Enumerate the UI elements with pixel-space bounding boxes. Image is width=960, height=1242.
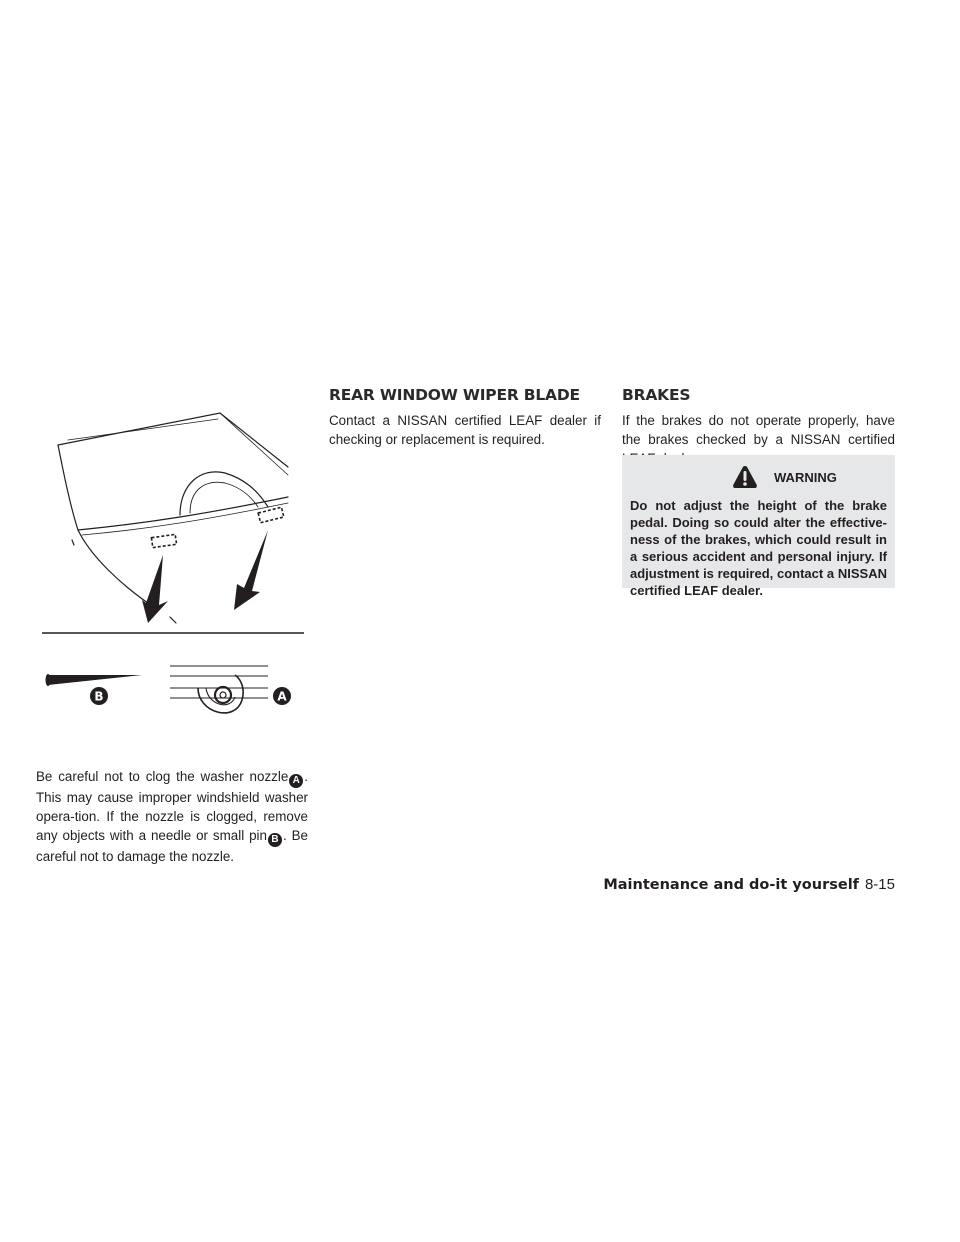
callout-a-inline: A [289,774,303,788]
warning-title: WARNING [774,470,837,485]
nozzle-paragraph-part2: . This may cause improper windshield washer opera-tion. If the nozzle is clogged, remove any objects with a needle or small pin [36,769,308,843]
nozzle-paragraph [36,767,308,866]
warning-icon [732,465,758,489]
warning-text: Do not adjust the height of the brake pedal. Doing so could alter the effective-ness of the brakes, which could result in a serious accident and personal injury. If adjustment is required, contact a NISSAN certified LEAF dealer. [630,498,887,598]
rear-wiper-heading: REAR WINDOW WIPER BLADE [329,386,580,404]
warning-box [622,455,895,598]
callout-b-inline: B [268,833,282,847]
callout-a-label: A [277,689,287,704]
callout-b-label: B [94,689,104,704]
middle-column [329,385,601,449]
nozzle-paragraph-part3: . Be careful not to damage the nozzle. [36,828,308,864]
warning-header [630,465,887,491]
rear-wiper-paragraph: Contact a NISSAN certified LEAF dealer if checking or replacement is required. [329,413,601,447]
nozzle-paragraph-part1: Be careful not to clog the washer nozzle [36,769,289,784]
washer-nozzle-illustration [30,395,315,740]
page-footer [603,876,895,894]
brakes-paragraph: If the brakes do not operate properly, have the brakes checked by a NISSAN certified [622,413,895,447]
page-number: 8-15 [864,876,895,893]
left-column [36,767,308,866]
brakes-heading: BRAKES [622,386,691,404]
footer-section-title: Maintenance and do-it yourself [603,877,859,893]
